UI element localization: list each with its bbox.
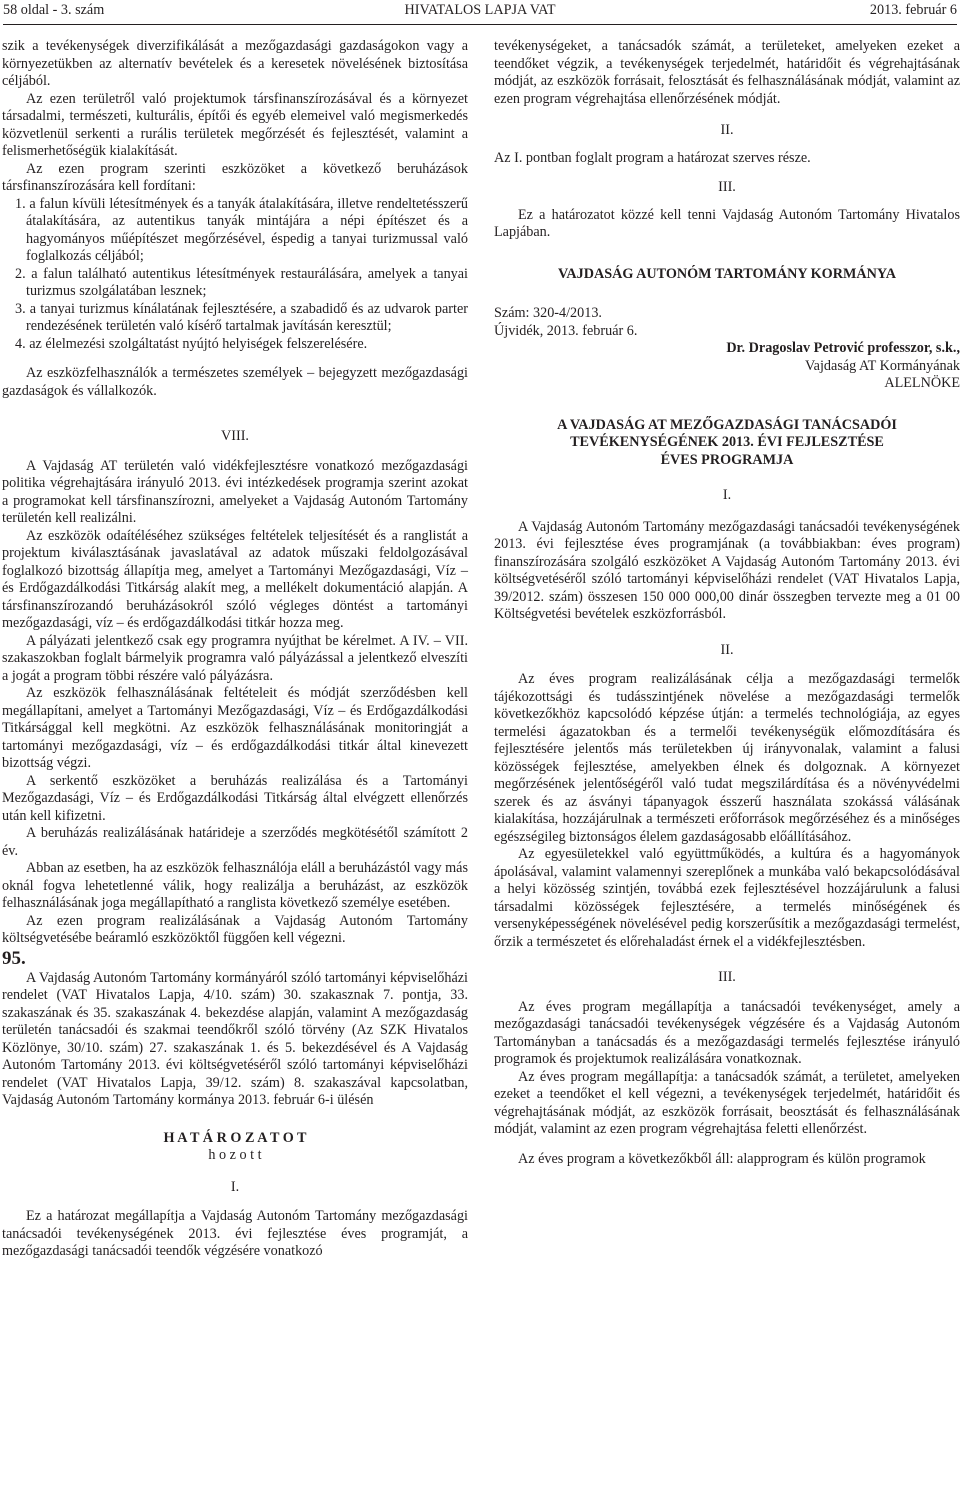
header-date: 2013. február 6 [869, 2, 957, 18]
program-title-line: ÉVES PROGRAMJA [660, 451, 794, 468]
paragraph: Az ezen program realizálásának a Vajdaság Autonóm Tartomány költségvetésébe beáramló eszközöktől függően kell végezni. [2, 912, 468, 946]
list-item: 3. a tanyai turizmus kínálatának fejlesztésére, a szabadidő és az udvarok parter rendezésének területén való kísérő tartalmak javításán keresztül; [15, 300, 468, 334]
paragraph: Az éves program a következőkből áll: alapprogram és külön programok [518, 1150, 926, 1167]
signatory-name: Dr. Dragoslav Petrović professzor, s.k., [726, 340, 960, 356]
paragraph: A beruházás realizálásának határideje a szerződés megkötésétől számított 2 év. [2, 825, 468, 859]
section-heading-ii: II. [720, 641, 734, 658]
investment-list [2, 196, 468, 354]
paragraph: Az eszközök felhasználásának feltételeit és módját szerződésben kell megállapítani, amelyet a Tartományi Mezőgazdasági, Víz – és Erdőgazdálkodási Titkársággal kell megkötni. Az eszközök felhasználásának monitoringját a tartományi mezőgazdasági, víz – és erdőgazdálkodási titkár által kinevezett bizottság végzi. [2, 685, 468, 771]
decision-title: H A T Á R O Z A T O T [163, 1129, 307, 1146]
section-heading-iii: III. [718, 179, 736, 195]
paragraph: tevékenységeket, a tanácsadók számát, a területeket, amelyeken ezeket a teendőket végzik, a tevékenységek terjedelmét, határidőit és végrehajtásának módját, az eszközök forrásait, felosztását és felhasználásának módját, valamint az ezen program végrehajtása ellenőrzésének módját. [494, 38, 960, 107]
signatory-role: Vajdaság AT Kormányának [805, 357, 960, 374]
section-heading-iii: III. [718, 969, 736, 985]
list-item: 1. a falun kívüli létesítmények és a tanyák átalakítására, illetve rendeltetésszerű átalakítására, az autentikus tanyák mintájára a népi építészet és a hagyományos műépítészet megőrzésével, éspedig a tanyai turizmussal való foglalkozás céljából; [15, 195, 468, 264]
paragraph: A Vajdaság Autonóm Tartomány kormányáról szóló tartományi képviselőházi rendelet (VAT Hivatalos Lapja, 4/10. szám) 30. szakasznak 7. pontja, 33. szakaszának és 35. szakaszának 4. bekezdése alapján, valamint A mezőgazdaság területén tanácsadói és szakmai teendőkről szóló törvény (Az SZK Hivatalos Közlönye, 30/10. szám) 27. szakaszának 1. és 5. bekezdésével és A Vajdaság Autonóm Tartomány 2013. évi költségvetéséről szóló tartományi képviselőházi rendelet (VAT Hivatalos Lapja, 39/12. szám) 8. szakaszával kapcsolatban, Vajdaság Autonóm Tartomány kormánya 2013. február 6-i ülésén [2, 969, 468, 1108]
paragraph: Az eszközök odaítéléséhez szükséges feltételek teljesítését és a ranglistát a projektum kiválasztásának javaslatával az adatok műszaki feldolgozásával foglalkozó bizottság állapítja meg, amelyet a Tartományi Mezőgazdasági, Víz – és Erdőgazdálkodási Titkárság alakít meg, a mellékelt dokumentáció alapján. A társfinanszírozandó beruházásokról szóló végleges döntést a tartományi mezőgazdasági, víz – és erdőgazdálkodási titkár hozza meg. [2, 527, 468, 631]
document-number: 95. [2, 947, 26, 969]
program-title-line: A VAJDASÁG AT MEZŐGAZDASÁGI TANÁCSADÓI [557, 416, 897, 433]
header-page-number: 58 oldal - 3. szám [3, 2, 105, 18]
running-header [3, 0, 957, 25]
paragraph: A Vajdaság Autonóm Tartomány mezőgazdasági tanácsadói tevékenységének 2013. évi fejlesztése éves programjának (a továbbiakban: éves program) finanszírozására szolgáló eszközöket A Vajdaság Autonóm Tartomány 2013. évi költségvetéséről szóló tartományi képviselőházi rendelet (VAT Hivatalos Lapja, 39/2012. szám) összesen 150 000 000,00 dinár összegben tervezte meg a 01 00 Költségvetési bevételek eszközforrásból. [494, 518, 960, 622]
signatory-title: ALELNÖKE [884, 375, 960, 391]
paragraph: Az I. pontban foglalt program a határozat szerves része. [494, 149, 811, 166]
place-date: Újvidék, 2013. február 6. [494, 322, 638, 339]
decision-subtitle: h o z o t t [208, 1147, 262, 1163]
section-heading-viii: VIII. [221, 428, 249, 444]
paragraph: Az éves program megállapítja: a tanácsadók számát, a területet, amelyeken ezeket a teendőket el kell végezni, a tevékenységek terjedelmét, határidőit és végrehajtásának módját, az eszközök forrásait, beosztását és felhasználásának módját, valamint az ezen program végrehajtása feletti ellenőrzést. [494, 1068, 960, 1137]
paragraph: A Vajdaság AT területén való vidékfejlesztésre vonatkozó mezőgazdasági politika végrehajtására irányuló 2013. évi intézkedések programja szerint azokat a programokat kell társfinanszírozni, amelyeket a Vajdaság Autonóm Tartomány területén kell realizálni. [2, 457, 468, 526]
paragraph: A serkentő eszközöket a beruházás realizálása és a Tartományi Mezőgazdasági, Víz – és Erdőgazdálkodási Titkárság által elvégzett ellenőrzés után kell kifizetni. [2, 772, 468, 824]
reference-number: Szám: 320-4/2013. [494, 305, 602, 321]
section-heading-i: I. [722, 487, 732, 503]
paragraph: Az eszközfelhasználók a természetes személyek – bejegyzett mezőgazdasági gazdaságok és vállalkozók. [2, 365, 468, 399]
paragraph: szik a tevékenységek diverzifikálását a mezőgazdasági gazdaságokon vagy a környezetükben az alternatív bevételek és a keresetek növelésének biztosítása céljából. [2, 38, 468, 89]
right-column [494, 38, 960, 1168]
list-item: 4. az élelmezési szolgáltatást nyújtó helyiségek felszerelésére. [15, 335, 368, 352]
program-title-line: TEVÉKENYSÉGÉNEK 2013. ÉVI FEJLESZTÉSE [570, 434, 884, 450]
paragraph: Ez a határozat megállapítja a Vajdaság Autonóm Tartomány mezőgazdasági tanácsadói tevékenységének 2013. évi fejlesztése éves programját, a mezőgazdasági tanácsadói teendők végzésére vonatkozó [2, 1208, 468, 1259]
paragraph: Az ezen program szerinti eszközöket a következő beruházások társfinanszírozására kell fordítani: [2, 160, 468, 194]
section-heading-i: I. [230, 1178, 240, 1195]
paragraph: Abban az esetben, ha az eszközök felhasználója eláll a beruházástól vagy más oknál fogva lehetetlenné válik, hogy realizálja a beruházást, az eszközök felhasználásának joga megállapítható a ranglista következő személye esetében. [2, 860, 468, 911]
header-journal-title: HIVATALOS LAPJA VAT [404, 2, 556, 18]
section-heading-ii: II. [720, 122, 734, 138]
paragraph: Az egyesületekkel való együttműködés, a kultúra és a hagyományok ápolásával, valamint valamennyi szereplőnek a munkába való bekapcsolódásával a helyi közösség szintjén, továbbá ezek fejlesztésével hozzájárulunk a falusi társadalmi közösségek fejlesztésére, a termelés minőségének és versenyképességének növelésével pedig korszerűsítik a mezőgazdasági termelést, őrzik a természetet és előrehaladást érnek el a vidékfejlesztésben. [494, 846, 960, 950]
paragraph: A pályázati jelentkező csak egy programra nyújthat be kérelmet. A IV. – VII. szakaszokban foglalt bármelyik programra való pályázással a jelentkező elveszíti a jogát a program többi részére való pályázásra. [2, 632, 468, 684]
left-column [2, 38, 468, 1261]
paragraph: Az éves program realizálásának célja a mezőgazdasági termelők tájékozottsági és tudásszintjének növelése a mezőgazdasági termelők következőkhöz kapcsolódó képzése útján: a termelés technológiája, az egyes termelési ágazatokban és a termelői tevékenységük előmozdítására és fejlesztésére jelentős más területekben új irányvonalak, valamint a falusi közösségek fejlesztése, amelyekben élnek és dolgoznak. A környezet megőrzésének jelentőségéről való tudat megszilárdítása és a növényvédelmi szerek és az ásványi tápanyagok ésszerű használata szokássá válásának kialakítása, hozzájárulnak a természeti erőforrások megőrzéséhez és a minőséges egészségileg biztonságos élelem gazdaságosabb előállításához. [494, 671, 960, 845]
list-item: 2. a falun található autentikus létesítmények restaurálására, amelyek a tanyai turizmus szolgálatában lesznek; [15, 265, 468, 299]
paragraph: Az éves program megállapítja a tanácsadói tevékenységet, amely a mezőgazdasági tanácsadói tevékenységek végzésére és a Vajdaság Autonóm Tartományban a tanácsadás és a mezőgazdasági termelés fejlesztése irányuló programok és projektumok realizálására vonatkoznak. [494, 998, 960, 1067]
government-name: VAJDASÁG AUTONÓM TARTOMÁNY KORMÁNYA [557, 265, 897, 282]
paragraph: Az ezen területről való projektumok társfinanszírozásával és a környezet társadalmi, természeti, kulturális, építői és egyéb elemeivel való megismerkedés közvetlenül serkenti a rurális területek megőrzését és fejlesztését, valamint a felismerhetőségük kialakítását. [2, 90, 468, 159]
paragraph: Ez a határozatot közzé kell tenni Vajdaság Autonóm Tartomány Hivatalos Lapjában. [494, 206, 960, 240]
